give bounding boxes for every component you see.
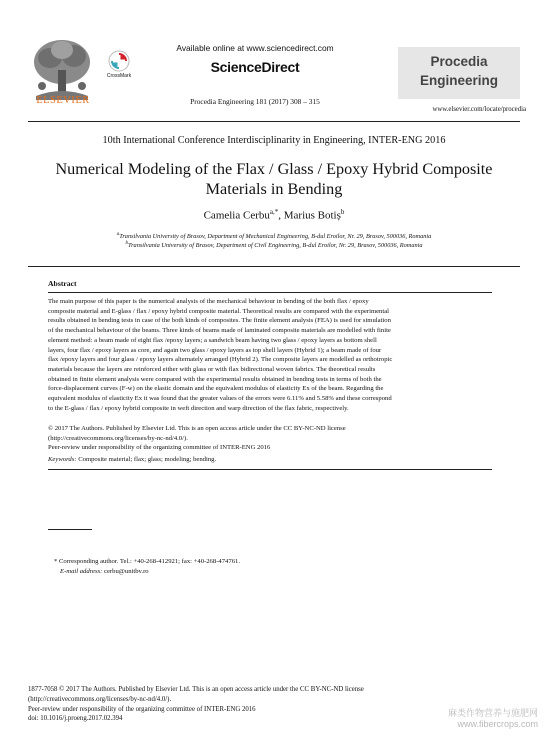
copyright-line: © 2017 The Authors. Published by Elsevier Ltd. This is an open access article under the CC BY-NC-ND license: [48, 425, 346, 432]
abstract-line: equivalent modulus of elasticity Ex it was found that the greater values of the errors were 6.11% and 5.58% and these correspond: [48, 395, 392, 403]
abstract-line: of the mechanical behaviour of the beams. Three kinds of beams made of laminated composite materials are modelled with finite: [48, 327, 391, 335]
paper-title: [28, 159, 520, 199]
abstract-line: results obtained in bending tests in case of the both kinds of composites. The finite element analysis (FEA) is used for simulation: [48, 317, 391, 325]
crossmark-icon[interactable]: [108, 50, 130, 72]
abstract-line: element method: a beam made of eight flax /epoxy layers; a sandwich beam having two glass / epoxy layers as bottom shell: [48, 336, 377, 344]
corresponding-author-note: * Corresponding author. Tel.: +40-268-412921; fax: +40-268-474761.: [54, 558, 240, 565]
paper-title-line2: Materials in Bending: [205, 180, 343, 198]
available-online-text: Available online at www.sciencedirect.com: [176, 43, 334, 53]
email-label: E-mail address:: [60, 568, 103, 575]
abstract-top-rule: [48, 292, 492, 293]
author-2: Marius Botiș: [283, 209, 341, 222]
author-list: [28, 208, 520, 222]
copyright-block: [48, 424, 492, 453]
author-1-affil-mark: a,*: [269, 208, 279, 216]
journal-url-link[interactable]: www.elsevier.com/locate/procedia: [432, 106, 526, 113]
abstract-bottom-rule: [48, 469, 492, 470]
author-2-affil-mark: b: [340, 208, 345, 216]
affiliation-a-text: Transilvania University of Brasov, Department of Mechanical Engineering, B-dul Eroilor, Nr. 29, Brasov, 500036, Romania: [119, 233, 432, 241]
header-divider: [28, 121, 520, 122]
author-1: Camelia Cerbu: [203, 209, 270, 222]
keywords: [48, 456, 492, 463]
keywords-label: Keywords:: [48, 456, 77, 463]
affiliation-b-mark: b: [125, 241, 128, 246]
affiliation-a: [28, 232, 520, 240]
abstract-line: composite material and E-glass / flax / epoxy hybrid composite material. Theoretical results are compared with the experimental: [48, 307, 390, 315]
title-divider: [28, 266, 520, 267]
conference-name: 10th International Conference Interdisciplinarity in Engineering, INTER-ENG 2016: [102, 135, 446, 146]
sciencedirect-logo[interactable]: ScienceDirect: [210, 59, 300, 75]
paper-title-line1: Numerical Modeling of the Flax / Glass / Epoxy Hybrid Composite: [55, 160, 493, 178]
license-link[interactable]: (http://creativecommons.org/licenses/by-nc-nd/4.0/).: [48, 434, 188, 442]
abstract-line: layers, four flax / epoxy layers as core, and again two glass / epoxy layers as top shell layers (Hybrid 1); a beam made of four: [48, 346, 382, 354]
journal-name-line2: Engineering: [419, 73, 498, 88]
crossmark-label: CrossMark: [106, 73, 132, 79]
publisher-name: ELSEVIER: [36, 95, 90, 106]
email-link[interactable]: cerbu@unitbv.ro: [102, 568, 149, 575]
author-separator: ,: [278, 209, 284, 222]
peer-review-line: Peer-review under responsibility of the organizing committee of INTER-ENG 2016: [48, 444, 271, 452]
abstract-line: flax /epoxy layers and four glass / epoxy layers alternately arranged (Hybrid 2). The composite layers are modelled as orthotropic: [48, 356, 393, 364]
bottom-peer-review-line: Peer-review under responsibility of the organizing committee of INTER-ENG 2016: [28, 705, 256, 713]
email-note: [60, 568, 149, 575]
affiliation-b: [28, 241, 520, 249]
abstract-body: [48, 297, 492, 413]
abstract-heading: Abstract: [48, 279, 77, 288]
bottom-license-link[interactable]: (http://creativecommons.org/licenses/by-nc-nd/4.0/).: [28, 695, 172, 703]
journal-name-line1: Procedia: [430, 54, 488, 69]
keywords-text: Composite material; flax; glass; modeling; bending.: [76, 456, 217, 463]
elsevier-tree-logo: [28, 34, 96, 104]
affiliation-b-text: Transilvania University of Brasov, Department of Civil Engineering, B-dul Eroilor, Nr. 29, Brasov, 500036, Romania: [127, 242, 423, 250]
abstract-line: obtained in finite element analysis were compared with the experimental results obtained in bending tests in terms of both the: [48, 375, 382, 383]
affiliation-a-mark: a: [116, 232, 120, 237]
journal-reference: Procedia Engineering 181 (2017) 308 – 315: [190, 97, 320, 106]
abstract-line: The main purpose of this paper is the numerical analysis of the mechanical behaviour in bending of the both flax / epoxy: [48, 298, 369, 305]
site-watermark: [420, 708, 538, 730]
doi-link[interactable]: doi: 10.1016/j.proeng.2017.02.394: [28, 715, 123, 723]
bottom-copyright-line: 1877-7058 © 2017 The Authors. Published by Elsevier Ltd. This is an open access article under the CC BY-NC-ND license: [28, 686, 364, 693]
abstract-line: force-displacement curves (F-w) on the elastic domain and the equivalent modulus of elasticity Ex of the beam. Regarding the: [48, 385, 384, 393]
abstract-line: to the E-glass / flax / epoxy hybrid composite in weft direction and warp direction of the flax fabric, respectively.: [48, 404, 349, 412]
watermark-line1: 麻类作物营养与施肥网: [447, 708, 538, 718]
watermark-line2: www.fibercrops.com: [457, 719, 538, 729]
abstract-line: materials because the layers are reinforced either with glass or with flax bidirectional woven fabrics. The theoretical results: [48, 365, 376, 373]
footnote-rule: [48, 529, 92, 530]
